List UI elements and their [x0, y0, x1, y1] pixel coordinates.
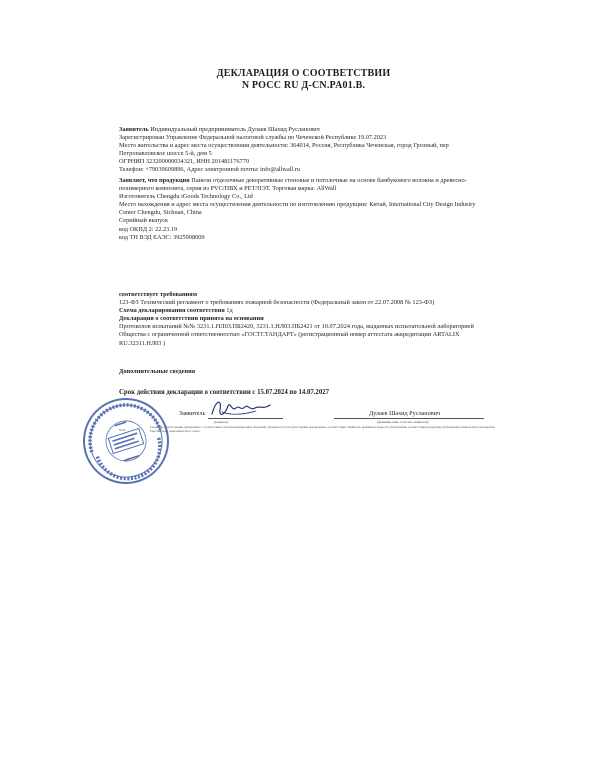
requirements-section	[119, 291, 491, 348]
fine-print: Сведения о регистрации декларации о соответствии и использовании иных сведений: указывается дата регистрации декларации о соответствии. Заявитель принимает меры по обеспечению соответствия продукции требованиям технических регламентов Евразийского экономического союза.	[150, 425, 495, 433]
basis-text: Протоколов испытаний №№ 3231.1.НЛ03.ПБ2420, 3231.1.НЛ03.ПБ2421 от 10.07.2024 года, выданных испытательной лабораторией Общества с ограниченной ответственностью «ГОСТСТАНДАРТ» (регистрационный номер аттестата аккредитации ARTALIX RU.32311.НЛ03 )	[119, 323, 474, 347]
conforms-label: соответствует требованиям	[119, 291, 197, 298]
product-text: Панели отделочные декоративные стеновые и потолочные на основе бамбукового волокна и древесно-полимерного композита, серия из PVC/ПВХ и PET/ПЭТ. Торговая марка: AllWall	[119, 177, 467, 193]
signature-row	[119, 405, 491, 425]
name-line	[334, 418, 484, 419]
signatory-name: Дулаев Шахид Русланович	[369, 410, 441, 417]
regulation-text: 123-ФЗ Технический регламент о требованиях пожарной безопасности (Федеральный закон от 22.07.2008 № 123-ФЗ)	[119, 299, 435, 307]
document-number: N РОСС RU Д-CN.PA01.B.	[241, 80, 366, 91]
additional-section	[119, 368, 491, 376]
address-text: Место жительства и адрес места осуществления деятельности: 364014, Россия, Республика Чеченская, город Грозный, пер Петропавловское шоссе 5-й, дом 5	[119, 142, 449, 158]
validity-section	[119, 389, 491, 397]
product-section	[119, 177, 491, 242]
applicant-name: Индивидуальный предприниматель Дулаев Шахид Русланович	[150, 126, 320, 133]
declares-label: Заявляет, что продукция	[119, 177, 190, 184]
scheme-label: Схема декларирования соответствия	[119, 307, 225, 315]
ogrn-text: ОГРНИП 323200000034321, ИНН 201481176770	[119, 158, 250, 166]
handwritten-signature	[208, 396, 274, 422]
name-caption: (фамилия, имя, отчество заявителя)	[377, 420, 429, 424]
phone-text: Телефон: +79039609896, Адрес электронной почты: info@allwall.ru	[119, 166, 301, 174]
document-title: ДЕКЛАРАЦИЯ О СООТВЕТСТВИИ	[216, 68, 391, 79]
mp-mark: М.П.	[119, 428, 127, 432]
manufacturer-text: Изготовитель Chengdu iGoods Technology Co., Ltd	[119, 193, 253, 201]
round-seal-icon	[80, 395, 172, 487]
signature-label: Заявитель	[179, 410, 206, 417]
applicant-section	[119, 126, 491, 175]
manufacturer-address: Место нахождения и адрес места осуществления деятельности по изготовлению продукции: Китай, International City Design Industry Center Chengdu, Sichuan, China	[119, 201, 476, 217]
tnved-code: код ТН ВЭД ЕАЭС: 3925908009	[119, 233, 205, 241]
registration-text: Зарегистрирован Управление Федеральной налоговой службы по Чеченской Республике 19.07.2023	[119, 134, 387, 142]
basis-label: Декларация о соответствии принята на основании	[119, 315, 264, 323]
serial-text: Серийный выпуск	[119, 217, 169, 225]
scheme-value: 1д	[226, 307, 233, 315]
validity-text: Срок действия декларации о соответствии с 15.07.2024 по 14.07.2027	[119, 389, 330, 396]
additional-label: Дополнительные сведения	[119, 368, 196, 375]
okpd-code: код ОКПД 2: 22.23.19	[119, 225, 178, 233]
applicant-label: Заявитель	[119, 126, 149, 133]
signature-caption: (подпись)	[214, 420, 229, 424]
